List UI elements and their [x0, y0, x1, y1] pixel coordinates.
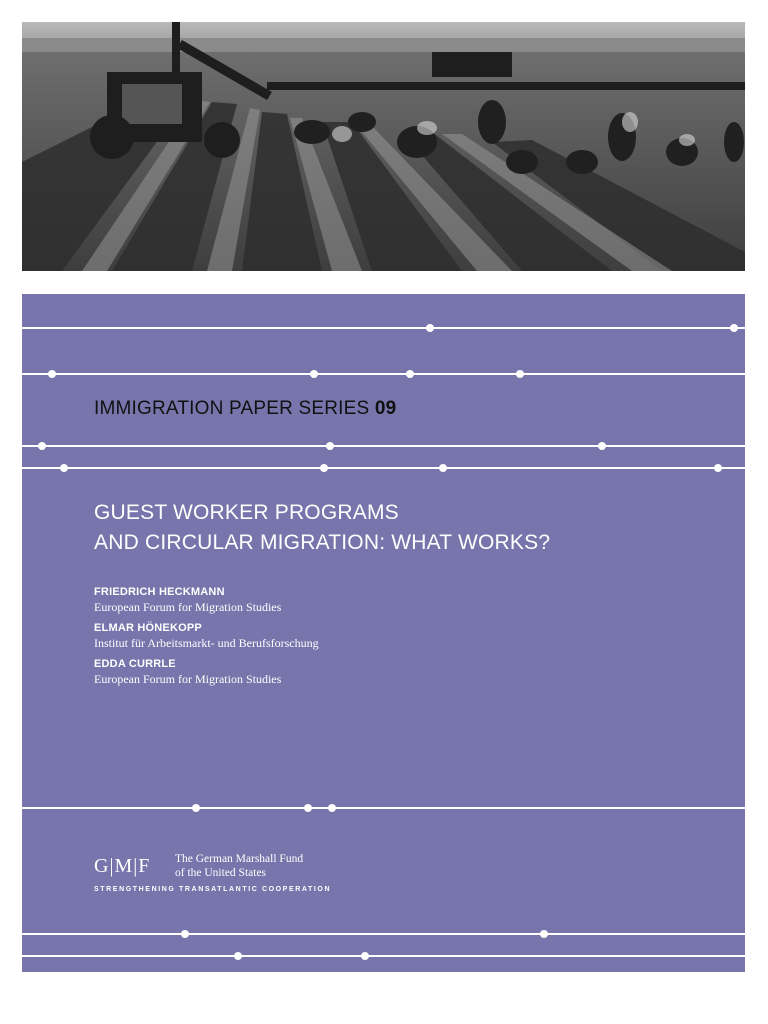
line-dot: [598, 442, 606, 450]
divider-line: [22, 467, 745, 469]
divider-line: [22, 327, 745, 329]
author-affiliation: European Forum for Migration Studies: [94, 672, 282, 686]
author-entry: [94, 657, 319, 687]
author-name: EDDA CURRLE: [94, 658, 176, 670]
series-label: IMMIGRATION PAPER SERIES: [94, 398, 370, 419]
line-dot: [304, 804, 312, 812]
line-dot: [406, 370, 414, 378]
line-dot: [328, 804, 336, 812]
line-dot: [516, 370, 524, 378]
title-line-1: GUEST WORKER PROGRAMS: [94, 501, 399, 524]
author-list: [94, 585, 319, 693]
author-affiliation: European Forum for Migration Studies: [94, 600, 282, 614]
line-dot: [181, 930, 189, 938]
gmf-logo-name: [175, 852, 375, 880]
title-line-2: AND CIRCULAR MIGRATION: WHAT WORKS?: [94, 531, 551, 554]
line-dot: [439, 464, 447, 472]
line-dot: [320, 464, 328, 472]
author-name: FRIEDRICH HECKMANN: [94, 586, 225, 598]
line-dot: [326, 442, 334, 450]
line-dot: [48, 370, 56, 378]
gmf-name-line-2: of the United States: [175, 867, 267, 879]
divider-line: [22, 933, 745, 935]
series-number: 09: [374, 398, 397, 419]
cover-photo: [22, 22, 745, 271]
author-name: ELMAR HÖNEKOPP: [94, 622, 202, 634]
divider-line: [22, 445, 745, 447]
author-entry: [94, 621, 319, 651]
divider-line: [22, 373, 745, 375]
paper-title: [94, 498, 550, 558]
line-dot: [192, 804, 200, 812]
gmf-tagline: STRENGTHENING TRANSATLANTIC COOPERATION: [94, 886, 332, 893]
line-dot: [310, 370, 318, 378]
line-dot: [234, 952, 242, 960]
line-dot: [730, 324, 738, 332]
divider-line: [22, 807, 745, 809]
line-dot: [38, 442, 46, 450]
line-dot: [361, 952, 369, 960]
line-dot: [426, 324, 434, 332]
gmf-logo-mark: G|M|F: [94, 855, 151, 877]
line-dot: [714, 464, 722, 472]
line-dot: [540, 930, 548, 938]
gmf-name-line-1: The German Marshall Fund: [175, 853, 304, 865]
divider-line: [22, 955, 745, 957]
farm-field-photo-icon: [22, 22, 745, 271]
line-dot: [60, 464, 68, 472]
author-affiliation: Institut für Arbeitsmarkt- und Berufsforschung: [94, 636, 319, 650]
series-heading: [94, 398, 396, 420]
author-entry: [94, 585, 319, 615]
cover-panel: [22, 294, 745, 972]
